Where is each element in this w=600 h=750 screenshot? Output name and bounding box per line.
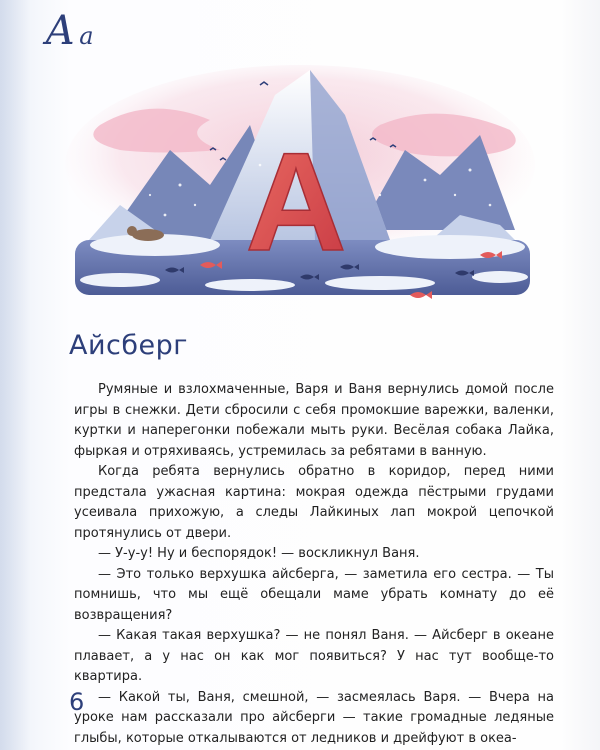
page-number: 6	[69, 688, 85, 716]
corner-letter-lower: а	[79, 22, 94, 50]
corner-letter-mark	[45, 8, 94, 56]
spine-shadow	[0, 0, 30, 750]
paragraph: — У-у-у! Ну и беспорядок! — воскликнул Ваня.	[98, 546, 420, 561]
paragraph: — Это только верхушка айсберга, — заметила его сестра. — Ты помнишь, что мы ещё обещали маме убрать комнату до её возвращения?	[74, 566, 554, 623]
chapter-title: Айсберг	[69, 330, 188, 361]
paragraph: — Какая такая верхушка? — не понял Ваня. — Айсберг в океане плавает, а у нас он как мог появиться? У нас тут вообще-то квартира.	[74, 628, 554, 684]
paragraph: Румяные и взлохмаченные, Варя и Ваня вернулись домой после игры в снежки. Дети сбросили с себя промокшие варежки, валенки, куртки и наперегонки побежали мыть руки. Весёлая собака Лайка, фыркая и отряхиваясь, устремилась за ребятами в ванную.	[74, 382, 554, 459]
story-text	[74, 380, 554, 749]
illustration-big-letter: А	[245, 123, 347, 280]
paragraph: Когда ребята вернулись обратно в коридор, перед ними предстала ужасная картина: мокрая одежда пёстрыми грудами усеивала прихожую, а следы Лайкиных лап мокрой цепочкой протянулись от двери.	[74, 464, 554, 541]
iceberg-illustration	[60, 55, 540, 310]
paragraph: — Какой ты, Ваня, смешной, — засмеялась Варя. — Вчера на уроке нам рассказали про айсберги — такие громадные ледяные глыбы, которые откалываются от ледников и дрейфуют в океа-	[74, 689, 554, 746]
corner-letter-upper: А	[45, 8, 76, 54]
